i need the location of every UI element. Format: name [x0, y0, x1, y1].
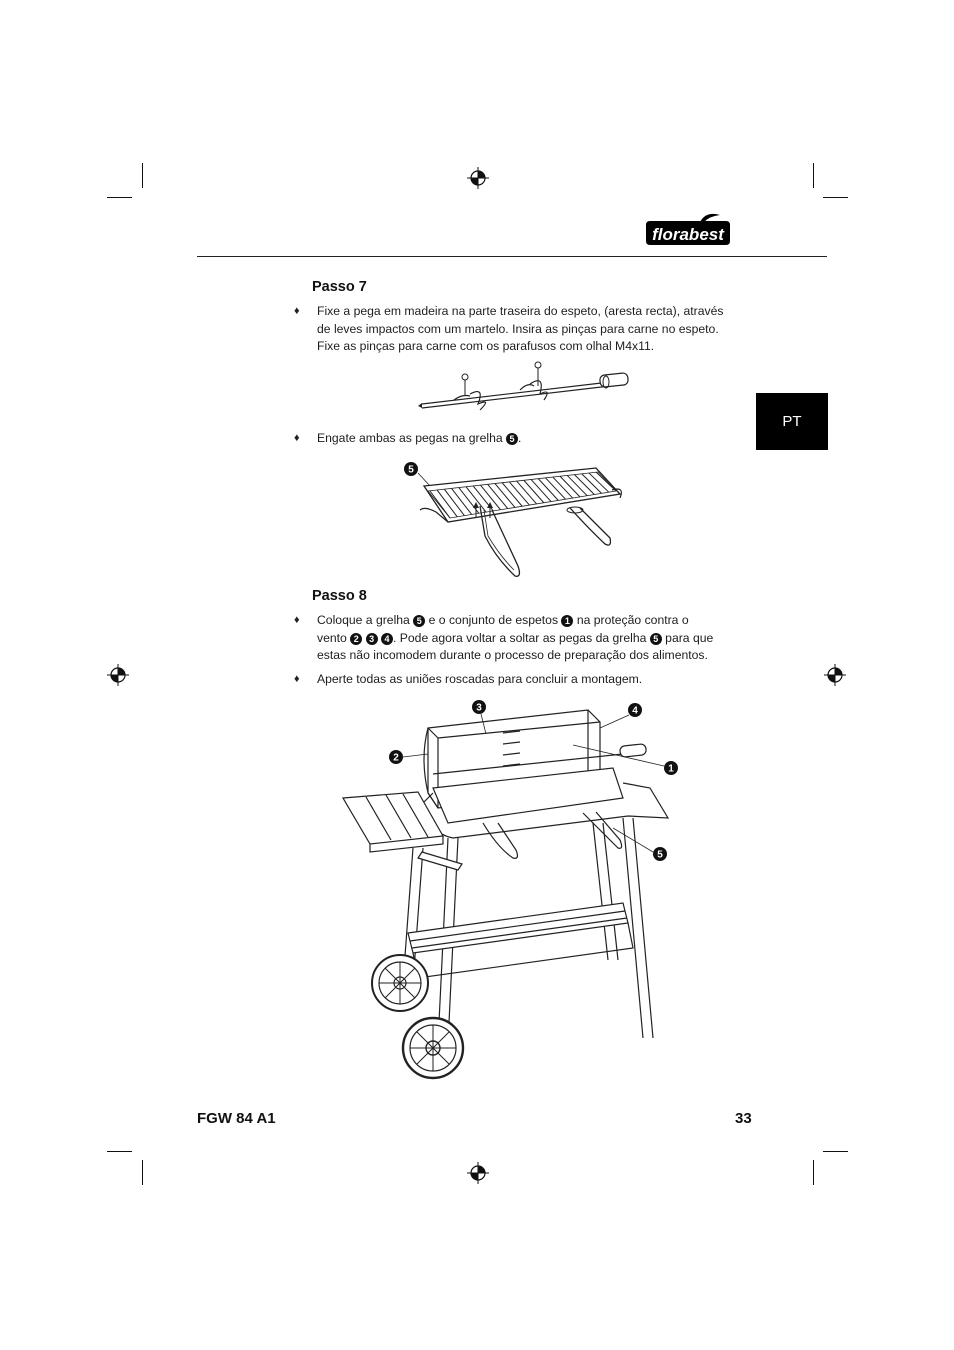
page-number: 33	[735, 1110, 752, 1127]
ref-number: 5	[506, 433, 518, 445]
callout	[600, 703, 642, 728]
brand-name: florabest	[652, 225, 724, 244]
crop-mark	[823, 1151, 848, 1152]
wheel	[403, 1018, 463, 1078]
crop-mark	[107, 197, 132, 198]
step8-bullet2: Aperte todas as uniões roscadas para concluir a montagem.	[317, 672, 643, 686]
text-line	[317, 630, 747, 648]
crop-mark	[142, 163, 143, 188]
punctuation: .	[518, 431, 522, 445]
bullet-text: para que	[665, 630, 714, 645]
bullet-text: na proteção contra o	[576, 613, 689, 627]
grill-grate-illustration	[400, 458, 630, 583]
text-line: Fixe as pinças para carne com os parafusos com olhal M4x11.	[317, 339, 655, 353]
bullet-text: vento	[317, 630, 347, 645]
diamond-icon: ♦	[294, 614, 300, 626]
registration-mark-icon	[824, 664, 846, 686]
registration-mark-icon	[467, 1162, 489, 1184]
ref-number: 2	[350, 633, 362, 645]
bullet-text: Coloque a grelha	[317, 613, 410, 627]
ref-number: 3	[366, 633, 378, 645]
step8-heading: Passo 8	[312, 588, 367, 604]
bullet-text: Engate ambas as pegas na grelha	[317, 431, 503, 445]
barbecue-illustration	[338, 698, 678, 1083]
step7-bullet2	[317, 430, 521, 448]
callout-number: 1	[668, 763, 674, 775]
model-number: FGW 84 A1	[197, 1110, 276, 1127]
text-line	[317, 612, 747, 630]
crop-mark	[142, 1160, 143, 1185]
ref-number: 5	[413, 615, 425, 627]
brand-logo	[644, 213, 732, 247]
diamond-icon: ♦	[294, 432, 300, 444]
language-tab: PT	[756, 393, 828, 450]
callout-number: 2	[393, 752, 399, 764]
callout-number: 4	[632, 705, 638, 717]
diamond-icon: ♦	[294, 305, 300, 317]
crop-mark	[107, 1151, 132, 1152]
ref-number: 1	[561, 615, 573, 627]
crop-mark	[813, 1160, 814, 1185]
bullet-text: e o conjunto de espetos	[428, 613, 559, 627]
callout-number: 3	[476, 702, 482, 714]
crop-mark	[823, 197, 848, 198]
callout-number: 5	[657, 849, 663, 861]
ref-number: 4	[381, 633, 393, 645]
crop-mark	[813, 163, 814, 188]
spit-illustration	[410, 360, 635, 415]
ref-number: 5	[650, 633, 662, 645]
text-line: de leves impactos com um martelo. Insira as pinças para carne no espeto.	[317, 321, 719, 336]
registration-mark-icon	[467, 167, 489, 189]
diamond-icon: ♦	[294, 673, 300, 685]
step7-heading: Passo 7	[312, 279, 367, 295]
bullet-text: . Pode agora voltar a soltar as pegas da grelha	[393, 630, 647, 645]
callout-number: 5	[408, 464, 414, 476]
step8-bullet1	[317, 612, 747, 665]
step7-bullet1	[317, 303, 747, 356]
callout	[389, 750, 428, 764]
text-line: estas não incomodem durante o processo de preparação dos alimentos.	[317, 648, 708, 662]
registration-mark-icon	[107, 664, 129, 686]
text-line: Fixe a pega em madeira na parte traseira do espeto, (aresta recta), através	[317, 304, 724, 318]
header-rule	[197, 256, 827, 257]
wheel	[372, 955, 428, 1011]
